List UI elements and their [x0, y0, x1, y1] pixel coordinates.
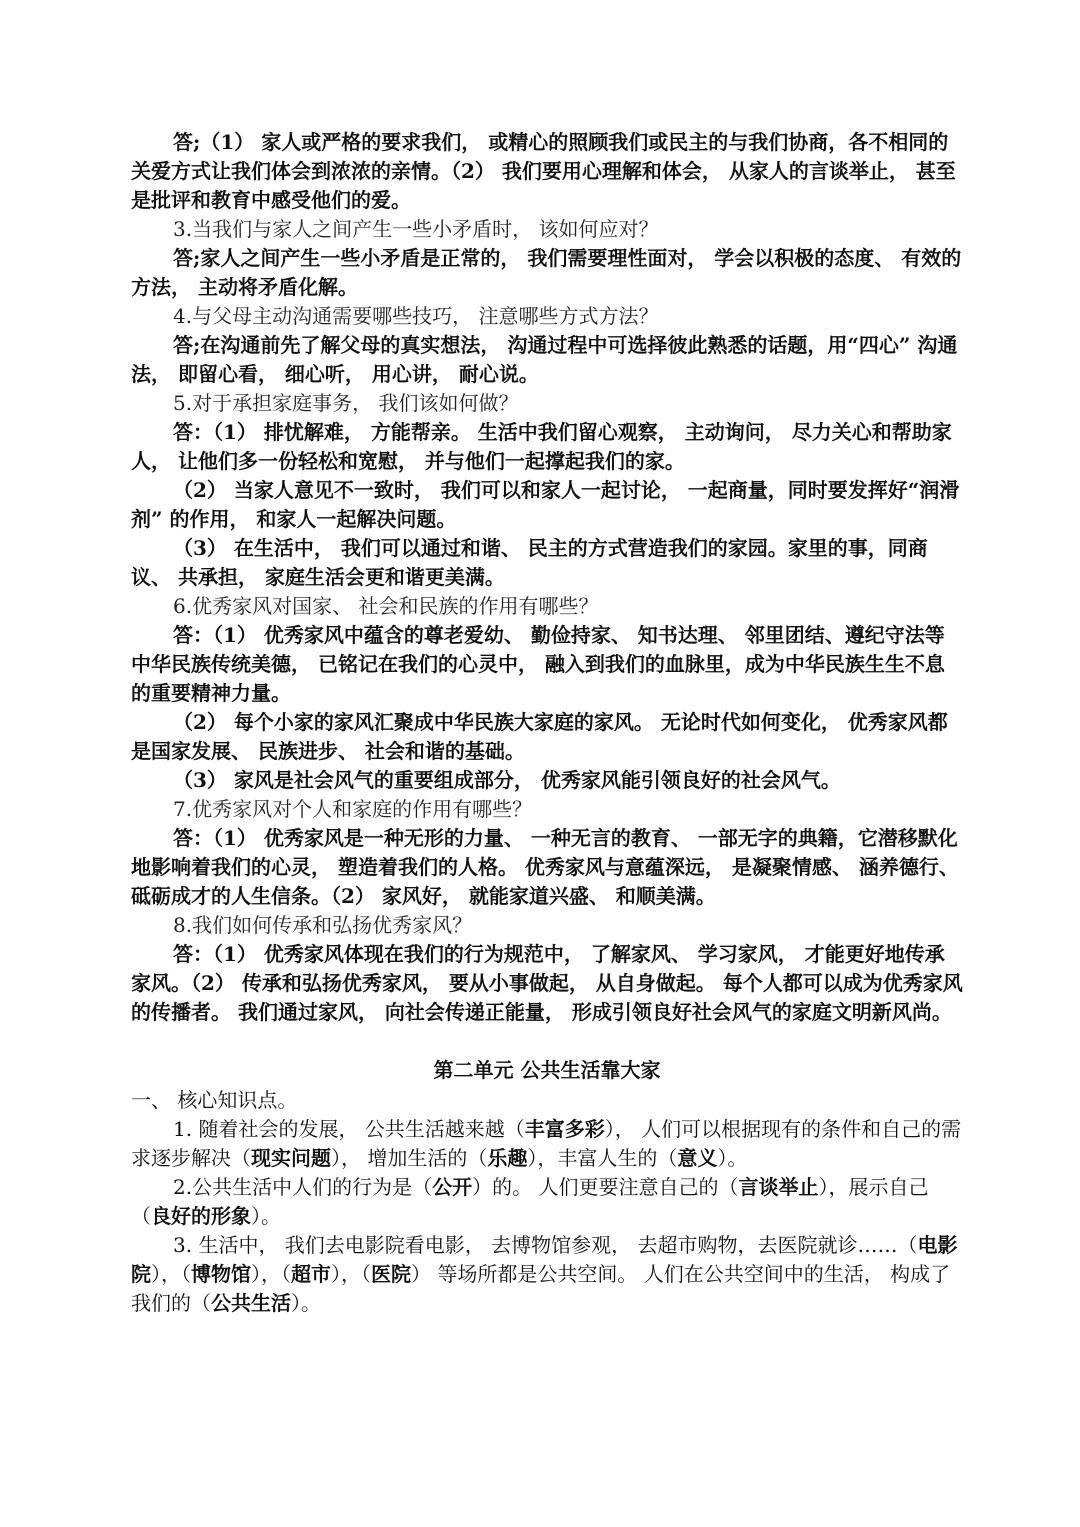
- kp1-seg: ）， 增加生活的（: [331, 1146, 488, 1170]
- question-5: 5.对于承担家庭事务， 我们该如何做？: [173, 391, 519, 415]
- kp1-seg: ），丰富人生的（: [527, 1146, 678, 1170]
- answer-5-part-3: （3） 在生活中， 我们可以通过和谐、 民主的方式营造我们的家园。家里的事，同商议、 共承担， 家庭生活会更和谐更美满。: [131, 536, 928, 589]
- question-6: 6.优秀家风对国家、 社会和民族的作用有哪些？: [173, 594, 599, 618]
- knowledge-point-2: [131, 1173, 963, 1231]
- kp1-keyword: 现实问题: [251, 1146, 331, 1170]
- kp3-seg: ），（: [331, 1262, 371, 1286]
- kp1-keyword: 丰富多彩: [524, 1117, 605, 1141]
- answer-7: 答：（1） 优秀家风是一种无形的力量、 一种无言的教育、 一部无字的典籍，它潜移默化地影响着我们的心灵， 塑造着我们的人格。 优秀家风与意蕴深远， 是凝聚情感、 涵养德行、 砥砺成才的人生信条。（2） 家风好， 就能家道兴盛、 和顺美满。: [131, 826, 959, 908]
- kp3-seg: ） 等场所都是公共空间。 人们在公共空间中的生活， 构成了我们的（: [131, 1262, 951, 1315]
- kp3-keyword: 医院: [371, 1262, 411, 1286]
- unit-title: 第二单元 公共生活靠大家: [433, 1058, 661, 1082]
- kp2-keyword: 言谈举止: [738, 1175, 819, 1199]
- kp2-seg: ）的。 人们更要注意自己的（: [472, 1175, 739, 1199]
- kp1-keyword: 意义: [677, 1146, 718, 1170]
- answer-8: 答：（1） 优秀家风体现在我们的行为规范中， 了解家风、 学习家风， 才能更好地传承家风。（2） 传承和弘扬优秀家风， 要从小事做起， 从自身做起。 每个人都可以成为优秀家风的传播者。 我们通过家风， 向社会传递正能量， 形成引领良好社会风气的家庭文明新风尚。: [131, 942, 963, 1024]
- question-4: 4.与父母主动沟通需要哪些技巧， 注意哪些方式方法？: [173, 304, 659, 328]
- kp1-seg: ）， 人们可以根据现有的条件和自己的需求逐步解决（: [131, 1117, 962, 1170]
- section-heading: 一、 核心知识点。: [131, 1088, 298, 1112]
- kp2-keyword: 良好的形象: [151, 1204, 251, 1228]
- kp3-keyword: 公共生活: [211, 1291, 291, 1315]
- question-3: 3.当我们与家人之间产生一些小矛盾时， 该如何应对？: [173, 217, 659, 241]
- kp1-keyword: 乐趣: [487, 1146, 528, 1170]
- kp1-seg: ）。: [717, 1146, 748, 1170]
- answer-6-part-3: （3） 家风是社会风气的重要组成部分， 优秀家风能引领良好的社会风气。: [173, 768, 841, 792]
- answer-3: 答;家人之间产生一些小矛盾是正常的， 我们需要理性面对， 学会以积极的态度、 有效的方法， 主动将矛盾化解。: [131, 246, 962, 299]
- answer-6-part-1: 答：（1） 优秀家风中蕴含的尊老爱幼、 勤俭持家、 知书达理、 邻里团结、遵纪守法等中华民族传统美德， 已铭记在我们的心灵中， 融入到我们的血脉里，成为中华民族生生不息的重要精神力量。: [131, 623, 945, 705]
- answer-5-part-2: （2） 当家人意见不一致时， 我们可以和家人一起讨论， 一起商量，同时要发挥好“润滑剂” 的作用， 和家人一起解决问题。: [131, 478, 960, 531]
- knowledge-point-3: [131, 1231, 963, 1318]
- kp3-seg: 3. 生活中， 我们去电影院看电影， 去博物馆参观， 去超市购物，去医院就诊……（: [173, 1233, 918, 1257]
- kp2-seg: 2.公共生活中人们的行为是（: [173, 1175, 433, 1199]
- document-body: [131, 128, 963, 1318]
- kp2-seg: ），展示自己（: [131, 1175, 929, 1228]
- kp3-seg: ）。: [291, 1291, 321, 1315]
- answer-5-part-1: 答：（1） 排忧解难， 方能帮亲。 生活中我们留心观察， 主动询问， 尽力关心和帮助家人， 让他们多一份轻松和宽慰， 并与他们一起撑起我们的家。: [131, 420, 952, 473]
- kp3-seg: ），（: [151, 1262, 191, 1286]
- question-8: 8.我们如何传承和弘扬优秀家风？: [173, 913, 473, 937]
- kp3-keyword: 超市: [291, 1262, 331, 1286]
- kp3-keyword: 博物馆: [191, 1262, 251, 1286]
- answer-4: 答;在沟通前先了解父母的真实想法， 沟通过程中可选择彼此熟悉的话题，用“四心” 沟通法， 即留心看， 细心听， 用心讲， 耐心说。: [131, 333, 958, 386]
- knowledge-point-1: [131, 1115, 963, 1173]
- kp2-seg: ）。: [251, 1204, 281, 1228]
- answer-paragraph: 答;（1） 家人或严格的要求我们， 或精心的照顾我们或民主的与我们协商，各不相同的关爱方式让我们体会到浓浓的亲情。（2） 我们要用心理解和体会， 从家人的言谈举止， 甚至是批评和教育中感受他们的爱。: [131, 130, 956, 212]
- kp2-keyword: 公开: [432, 1175, 473, 1199]
- kp3-keyword: 电影院: [131, 1233, 958, 1286]
- kp1-seg: 1. 随着社会的发展， 公共生活越来越（: [173, 1117, 525, 1141]
- question-7: 7.优秀家风对个人和家庭的作用有哪些？: [173, 797, 533, 821]
- answer-6-part-2: （2） 每个小家的家风汇聚成中华民族大家庭的家风。 无论时代如何变化， 优秀家风都是国家发展、 民族进步、 社会和谐的基础。: [131, 710, 948, 763]
- kp3-seg: ），（: [251, 1262, 291, 1286]
